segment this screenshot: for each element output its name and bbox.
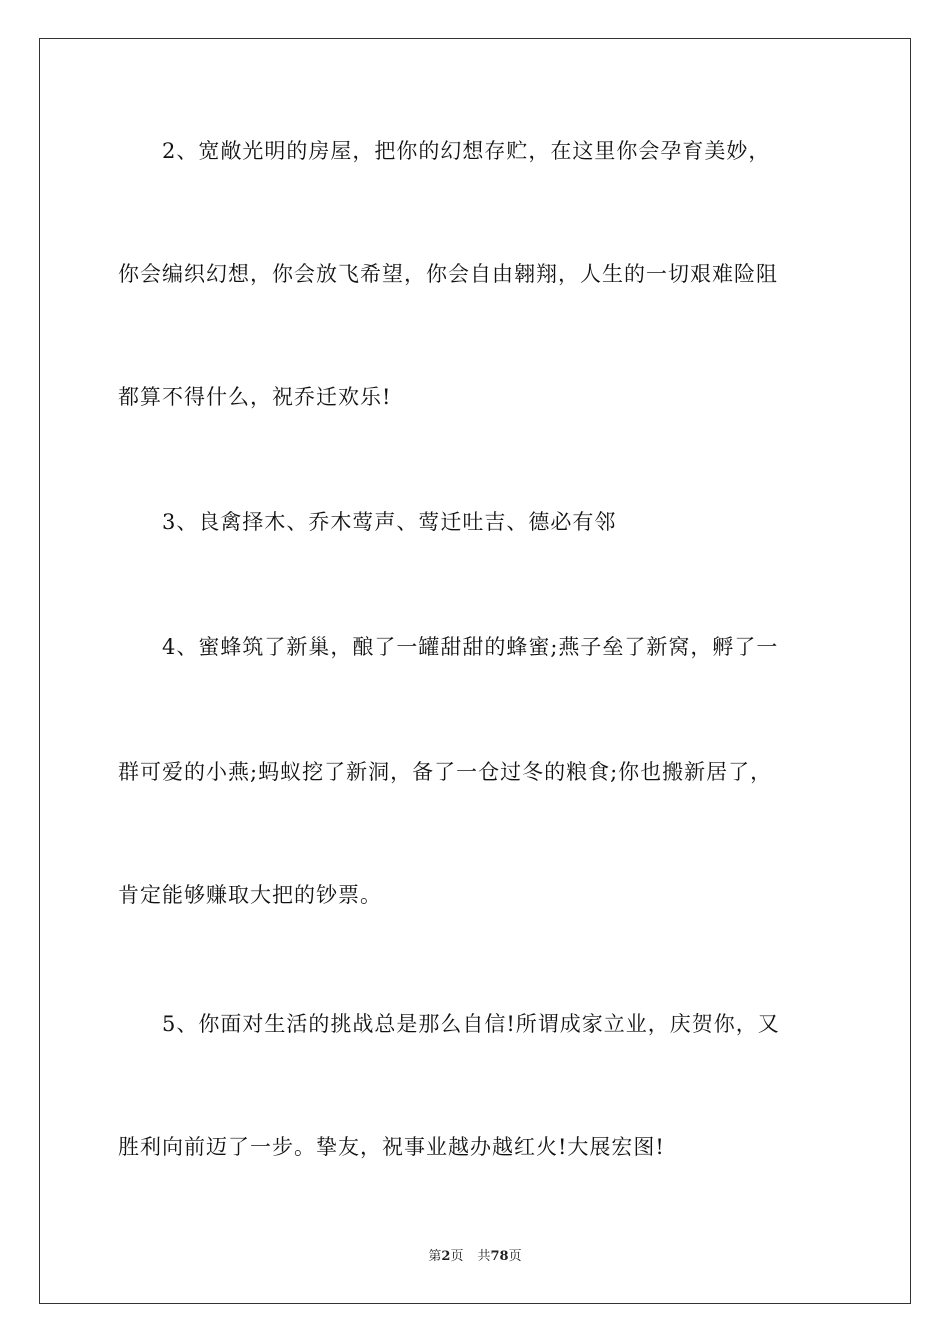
- paragraph-4-line-3: 肯定能够赚取大把的钞票。: [118, 883, 382, 907]
- footer-page-number: 2: [441, 1249, 451, 1264]
- paragraph-2-line-1: 2、宽敞光明的房屋，把你的幻想存贮，在这里你会孕育美妙，: [162, 139, 771, 163]
- paragraph-2-line-2: 你会编织幻想，你会放飞希望，你会自由翱翔，人生的一切艰难险阻: [118, 262, 778, 286]
- paragraph-4-line-1: 4、蜜蜂筑了新巢，酿了一罐甜甜的蜂蜜;燕子垒了新窝，孵了一: [162, 635, 779, 659]
- footer-page-suffix: 页: [450, 1249, 464, 1264]
- paragraph-4-line-2: 群可爱的小燕;蚂蚁挖了新洞，备了一仓过冬的粮食;你也搬新居了，: [118, 760, 773, 784]
- paragraph-5-line-2: 胜利向前迈了一步。挚友，祝事业越办越红火!大展宏图!: [118, 1135, 665, 1159]
- footer-page-prefix: 第: [428, 1249, 442, 1264]
- footer-total-pages: 78: [490, 1249, 509, 1264]
- paragraph-5-line-1: 5、你面对生活的挑战总是那么自信!所谓成家立业，庆贺你，又: [162, 1012, 780, 1036]
- page-frame: [39, 38, 911, 1304]
- page-footer: [0, 1245, 950, 1264]
- footer-total-suffix: 页: [508, 1249, 522, 1264]
- paragraph-2-line-3: 都算不得什么，祝乔迁欢乐!: [118, 385, 392, 409]
- footer-total-prefix: 共: [477, 1249, 491, 1264]
- paragraph-3-line-1: 3、良禽择木、乔木莺声、莺迁吐吉、德必有邻: [162, 510, 617, 534]
